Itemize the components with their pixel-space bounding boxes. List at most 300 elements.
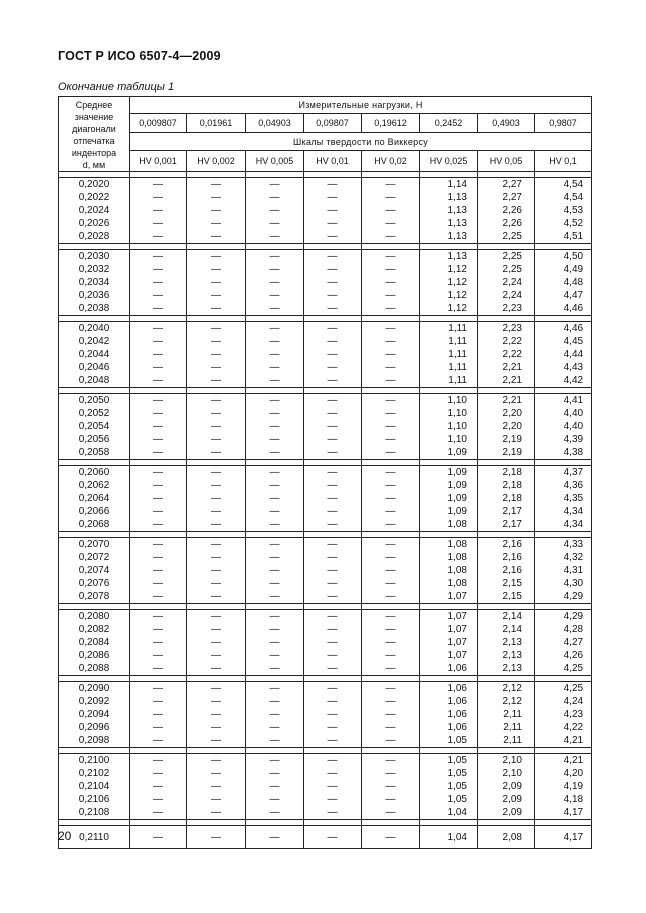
dash-mark: — [153, 493, 163, 504]
load-value: 0,19612 [362, 114, 420, 133]
hardness-cell-hv005 [478, 610, 535, 676]
dash-mark: — [327, 408, 338, 419]
hardness-value: 4,51 [563, 231, 584, 242]
dash-mark: — [327, 735, 338, 746]
hardness-value: 2,09 [502, 794, 522, 805]
diagonal-value: 0,2090 [78, 683, 110, 694]
dash-mark: — [211, 624, 221, 635]
dash-mark: — [385, 447, 396, 458]
dash-mark: — [327, 519, 338, 530]
empty-value-cell [246, 322, 304, 388]
dash-mark: — [269, 362, 280, 373]
dash-mark: — [153, 362, 163, 373]
dash-mark: — [153, 231, 163, 242]
dash-mark: — [211, 831, 221, 843]
dash-mark: — [385, 539, 396, 550]
hardness-cell-hv005 [478, 754, 535, 820]
dash-mark: — [269, 218, 280, 229]
empty-value-cell [130, 754, 187, 820]
dash-mark: — [327, 722, 338, 733]
dash-mark: — [327, 493, 338, 504]
dash-mark: — [153, 624, 163, 635]
dash-mark: — [327, 264, 338, 275]
scale-label: HV 0,002 [187, 150, 246, 171]
dash-mark: — [153, 519, 163, 530]
hardness-value: 2,23 [502, 303, 522, 314]
hardness-value: 1,06 [447, 683, 467, 694]
diagonal-value: 0,2084 [78, 637, 110, 648]
dash-mark: — [211, 336, 221, 347]
empty-value-cell [246, 610, 304, 676]
dash-mark: — [385, 794, 396, 805]
hardness-value: 4,30 [563, 578, 584, 589]
dash-mark: — [153, 349, 163, 360]
dash-mark: — [269, 421, 280, 432]
hardness-value: 2,16 [502, 552, 522, 563]
hardness-value: 1,05 [447, 755, 467, 766]
table-row-group [59, 538, 592, 604]
diagonal-value: 0,2096 [78, 722, 110, 733]
dash-mark: — [211, 303, 221, 314]
hardness-value: 2,12 [502, 683, 522, 694]
hardness-cell-hv005 [478, 538, 535, 604]
diagonal-value: 0,2080 [78, 611, 110, 622]
dash-mark: — [211, 722, 221, 733]
dash-mark: — [327, 683, 338, 694]
hardness-value: 4,25 [563, 683, 584, 694]
dash-mark: — [385, 709, 396, 720]
dash-mark: — [269, 768, 280, 779]
dash-mark: — [327, 192, 338, 203]
dash-mark: — [385, 480, 396, 491]
hardness-value: 4,46 [563, 323, 584, 334]
hardness-value: 1,11 [448, 349, 467, 360]
dash-mark: — [269, 467, 280, 478]
empty-value-cell [304, 754, 362, 820]
hardness-value: 2,20 [502, 408, 522, 419]
dash-mark: — [153, 192, 163, 203]
empty-value-cell [362, 178, 420, 244]
hardness-cell-hv0025 [420, 322, 478, 388]
empty-value-cell [130, 394, 187, 460]
hardness-value: 1,11 [448, 362, 467, 373]
load-value: 0,2452 [420, 114, 478, 133]
dash-mark: — [385, 231, 396, 242]
dash-mark: — [211, 408, 221, 419]
header-line: Среднее [75, 100, 113, 110]
hardness-value: 4,27 [563, 637, 584, 648]
hardness-value: 1,14 [447, 179, 467, 190]
dash-mark: — [269, 277, 280, 288]
diagonal-value: 0,2102 [78, 768, 110, 779]
dash-mark: — [327, 179, 338, 190]
hardness-value: 1,12 [447, 303, 467, 314]
dash-mark: — [153, 480, 163, 491]
dash-mark: — [327, 336, 338, 347]
hardness-value: 2,25 [502, 231, 522, 242]
hardness-value: 2,26 [502, 218, 522, 229]
scale-label: HV 0,025 [420, 150, 478, 171]
dash-mark: — [211, 290, 221, 301]
diagonal-column-header [59, 97, 130, 172]
diagonal-value: 0,2034 [78, 277, 110, 288]
empty-value-cell [304, 178, 362, 244]
dash-mark: — [153, 735, 163, 746]
dash-mark: — [385, 519, 396, 530]
dash-mark: — [153, 722, 163, 733]
header-line: диагонали [72, 124, 116, 134]
diagonal-value: 0,2074 [78, 565, 110, 576]
dash-mark: — [153, 408, 163, 419]
hardness-value: 2,13 [502, 663, 522, 674]
dash-mark: — [385, 506, 396, 517]
hardness-cell-hv0025 [420, 754, 478, 820]
diagonal-cell [59, 394, 130, 460]
diagonal-value: 0,2026 [78, 218, 110, 229]
diagonal-value: 0,2076 [78, 578, 110, 589]
empty-value-cell [130, 178, 187, 244]
dash-mark: — [385, 192, 396, 203]
dash-mark: — [385, 375, 396, 386]
dash-mark: — [269, 807, 280, 818]
diagonal-value: 0,2110 [79, 831, 109, 843]
hardness-value: 4,22 [563, 722, 584, 733]
dash-mark: — [385, 290, 396, 301]
dash-mark: — [211, 493, 221, 504]
hardness-value: 1,05 [447, 735, 467, 746]
diagonal-cell [59, 178, 130, 244]
table-caption: Окончание таблицы 1 [58, 81, 175, 93]
hardness-value: 4,34 [563, 506, 584, 517]
empty-value-cell [362, 610, 420, 676]
diagonal-value: 0,2104 [78, 781, 110, 792]
hardness-value: 2,27 [502, 192, 522, 203]
dash-mark: — [211, 709, 221, 720]
hardness-value: 4,20 [563, 768, 584, 779]
diagonal-value: 0,2028 [78, 231, 110, 242]
dash-mark: — [153, 421, 163, 432]
dash-mark: — [153, 565, 163, 576]
hardness-value: 4,39 [563, 434, 584, 445]
diagonal-value: 0,2032 [78, 264, 110, 275]
hardness-cell-hv0025 [420, 250, 478, 316]
dash-mark: — [211, 650, 221, 661]
hardness-value: 2,16 [502, 565, 522, 576]
hardness-value: 2,20 [502, 421, 522, 432]
hardness-cell-hv01 [535, 250, 592, 316]
hardness-value: 2,26 [502, 205, 522, 216]
dash-mark: — [269, 781, 280, 792]
dash-mark: — [327, 434, 338, 445]
load-value: 0,009807 [130, 114, 187, 133]
dash-mark: — [327, 231, 338, 242]
dash-mark: — [269, 395, 280, 406]
dash-mark: — [327, 624, 338, 635]
hardness-value: 1,10 [447, 408, 467, 419]
hardness-value: 2,12 [502, 696, 522, 707]
dash-mark: — [327, 709, 338, 720]
hardness-value: 2,23 [502, 323, 522, 334]
diagonal-value: 0,2044 [78, 349, 110, 360]
hardness-value: 4,19 [563, 781, 584, 792]
dash-mark: — [153, 205, 163, 216]
empty-value-cell [130, 322, 187, 388]
empty-value-cell [362, 682, 420, 748]
empty-value-cell [187, 538, 246, 604]
diagonal-value: 0,2020 [78, 179, 110, 190]
dash-mark: — [385, 663, 396, 674]
diagonal-value: 0,2062 [78, 480, 110, 491]
dash-mark: — [153, 650, 163, 661]
load-value: 0,09807 [304, 114, 362, 133]
scale-label: HV 0,1 [535, 150, 592, 171]
hardness-cell-hv005 [478, 250, 535, 316]
dash-mark: — [153, 663, 163, 674]
hardness-value: 2,09 [502, 807, 522, 818]
hardness-value: 4,40 [563, 408, 584, 419]
dash-mark: — [211, 434, 221, 445]
dash-mark: — [153, 696, 163, 707]
dash-mark: — [211, 179, 221, 190]
hardness-value: 2,10 [502, 768, 522, 779]
hardness-value: 2,14 [502, 624, 522, 635]
hardness-value: 1,08 [447, 519, 467, 530]
dash-mark: — [153, 591, 163, 602]
dash-mark: — [211, 218, 221, 229]
hardness-value: 4,42 [563, 375, 584, 386]
hardness-value: 2,15 [502, 578, 522, 589]
dash-mark: — [153, 578, 163, 589]
dash-mark: — [327, 447, 338, 458]
dash-mark: — [327, 663, 338, 674]
dash-mark: — [327, 781, 338, 792]
dash-mark: — [385, 683, 396, 694]
dash-mark: — [327, 611, 338, 622]
dash-mark: — [269, 709, 280, 720]
dash-mark: — [385, 755, 396, 766]
diagonal-cell [59, 682, 130, 748]
dash-mark: — [153, 611, 163, 622]
hardness-value: 4,54 [563, 192, 584, 203]
dash-mark: — [385, 467, 396, 478]
hardness-cell-hv01 [535, 178, 592, 244]
empty-value-cell [362, 394, 420, 460]
hardness-cell-hv0025 [420, 466, 478, 532]
dash-mark: — [327, 755, 338, 766]
hardness-value: 4,33 [563, 539, 584, 550]
dash-mark: — [269, 375, 280, 386]
hardness-value: 2,11 [503, 722, 522, 733]
hardness-value: 1,13 [447, 251, 467, 262]
hardness-value: 1,12 [447, 264, 467, 275]
hardness-value: 1,10 [447, 421, 467, 432]
hardness-value: 2,22 [502, 349, 522, 360]
hardness-value: 2,25 [502, 251, 522, 262]
empty-value-cell [362, 754, 420, 820]
hardness-cell-hv0025 [420, 610, 478, 676]
dash-mark: — [327, 506, 338, 517]
empty-value-cell [304, 322, 362, 388]
dash-mark: — [269, 323, 280, 334]
hardness-value: 2,21 [502, 362, 522, 373]
hardness-cell-hv01 [535, 322, 592, 388]
hardness-value: 1,09 [447, 506, 467, 517]
hardness-value: 4,18 [563, 794, 584, 805]
hardness-cell-hv01 [535, 538, 592, 604]
dash-mark: — [211, 192, 221, 203]
dash-mark: — [269, 755, 280, 766]
empty-value-cell [304, 682, 362, 748]
dash-mark: — [269, 611, 280, 622]
dash-mark: — [153, 303, 163, 314]
dash-mark: — [385, 277, 396, 288]
dash-mark: — [269, 251, 280, 262]
hardness-value: 1,08 [447, 539, 467, 550]
empty-value-cell [304, 466, 362, 532]
diagonal-value: 0,2100 [78, 755, 110, 766]
hardness-value: 4,44 [563, 349, 584, 360]
empty-value-cell [246, 682, 304, 748]
diagonal-value: 0,2108 [78, 807, 110, 818]
dash-mark: — [153, 794, 163, 805]
dash-mark: — [269, 336, 280, 347]
empty-value-cell [130, 466, 187, 532]
hardness-value: 1,05 [447, 794, 467, 805]
diagonal-value: 0,2068 [78, 519, 110, 530]
hardness-value: 1,08 [447, 578, 467, 589]
hardness-value: 4,49 [563, 264, 584, 275]
dash-mark: — [385, 831, 396, 843]
table-row-group [59, 682, 592, 748]
hardness-cell-hv01 [535, 610, 592, 676]
dash-mark: — [153, 375, 163, 386]
hardness-value: 2,11 [503, 709, 522, 720]
dash-mark: — [327, 650, 338, 661]
dash-mark: — [327, 768, 338, 779]
dash-mark: — [385, 251, 396, 262]
hardness-value: 1,06 [447, 663, 467, 674]
scales-title: Шкалы твердости по Виккерсу [130, 133, 592, 150]
hardness-value: 4,54 [563, 179, 584, 190]
diagonal-value: 0,2054 [78, 421, 110, 432]
dash-mark: — [269, 735, 280, 746]
hardness-value: 4,43 [563, 362, 584, 373]
dash-mark: — [327, 218, 338, 229]
hardness-cell-hv005 [478, 826, 535, 849]
diagonal-value: 0,2030 [78, 251, 110, 262]
diagonal-cell [59, 538, 130, 604]
load-value: 0,4903 [478, 114, 535, 133]
dash-mark: — [327, 395, 338, 406]
dash-mark: — [153, 831, 163, 843]
hardness-value: 1,09 [447, 447, 467, 458]
dash-mark: — [269, 434, 280, 445]
dash-mark: — [153, 807, 163, 818]
dash-mark: — [385, 264, 396, 275]
empty-value-cell [187, 178, 246, 244]
hardness-cell-hv005 [478, 178, 535, 244]
dash-mark: — [327, 290, 338, 301]
dash-mark: — [211, 467, 221, 478]
hardness-value: 4,24 [563, 696, 584, 707]
dash-mark: — [211, 349, 221, 360]
dash-mark: — [211, 755, 221, 766]
dash-mark: — [385, 735, 396, 746]
scale-label: HV 0,05 [478, 150, 535, 171]
dash-mark: — [327, 552, 338, 563]
dash-mark: — [269, 650, 280, 661]
hardness-value: 4,21 [563, 755, 584, 766]
loads-title: Измерительные нагрузки, Н [130, 97, 592, 114]
dash-mark: — [211, 375, 221, 386]
dash-mark: — [153, 539, 163, 550]
hardness-value: 1,12 [447, 290, 467, 301]
hardness-value: 1,07 [447, 624, 467, 635]
diagonal-value: 0,2048 [78, 375, 110, 386]
dash-mark: — [269, 722, 280, 733]
dash-mark: — [385, 611, 396, 622]
load-value: 0,01961 [187, 114, 246, 133]
hardness-value: 2,18 [502, 467, 522, 478]
dash-mark: — [211, 447, 221, 458]
empty-value-cell [246, 466, 304, 532]
diagonal-cell [59, 754, 130, 820]
hardness-value: 1,08 [447, 552, 467, 563]
hardness-value: 2,14 [502, 611, 522, 622]
dash-mark: — [269, 205, 280, 216]
dash-mark: — [385, 303, 396, 314]
dash-mark: — [327, 539, 338, 550]
diagonal-value: 0,2046 [78, 362, 110, 373]
dash-mark: — [211, 519, 221, 530]
hardness-value: 2,19 [502, 447, 522, 458]
dash-mark: — [153, 506, 163, 517]
dash-mark: — [269, 831, 280, 843]
hardness-value: 1,08 [447, 565, 467, 576]
hardness-value: 2,11 [503, 735, 522, 746]
hardness-cell-hv005 [478, 394, 535, 460]
dash-mark: — [153, 447, 163, 458]
dash-mark: — [153, 323, 163, 334]
hardness-cell-hv01 [535, 466, 592, 532]
dash-mark: — [327, 591, 338, 602]
dash-mark: — [269, 683, 280, 694]
dash-mark: — [153, 179, 163, 190]
hardness-value: 4,38 [563, 447, 584, 458]
hardness-value: 1,13 [447, 218, 467, 229]
diagonal-value: 0,2106 [78, 794, 110, 805]
hardness-value: 2,27 [502, 179, 522, 190]
dash-mark: — [269, 539, 280, 550]
hardness-value: 1,09 [447, 480, 467, 491]
table-row-group [59, 322, 592, 388]
hardness-cell-hv005 [478, 322, 535, 388]
table-row-group [59, 754, 592, 820]
table-row-group [59, 250, 592, 316]
hardness-value: 4,26 [563, 650, 584, 661]
empty-value-cell [187, 826, 246, 849]
dash-mark: — [327, 578, 338, 589]
diagonal-value: 0,2088 [78, 663, 110, 674]
hardness-value: 2,21 [502, 395, 522, 406]
diagonal-cell [59, 610, 130, 676]
dash-mark: — [211, 506, 221, 517]
dash-mark: — [269, 637, 280, 648]
empty-value-cell [246, 826, 304, 849]
dash-mark: — [385, 323, 396, 334]
hardness-value: 4,31 [563, 565, 584, 576]
hardness-value: 2,13 [502, 637, 522, 648]
